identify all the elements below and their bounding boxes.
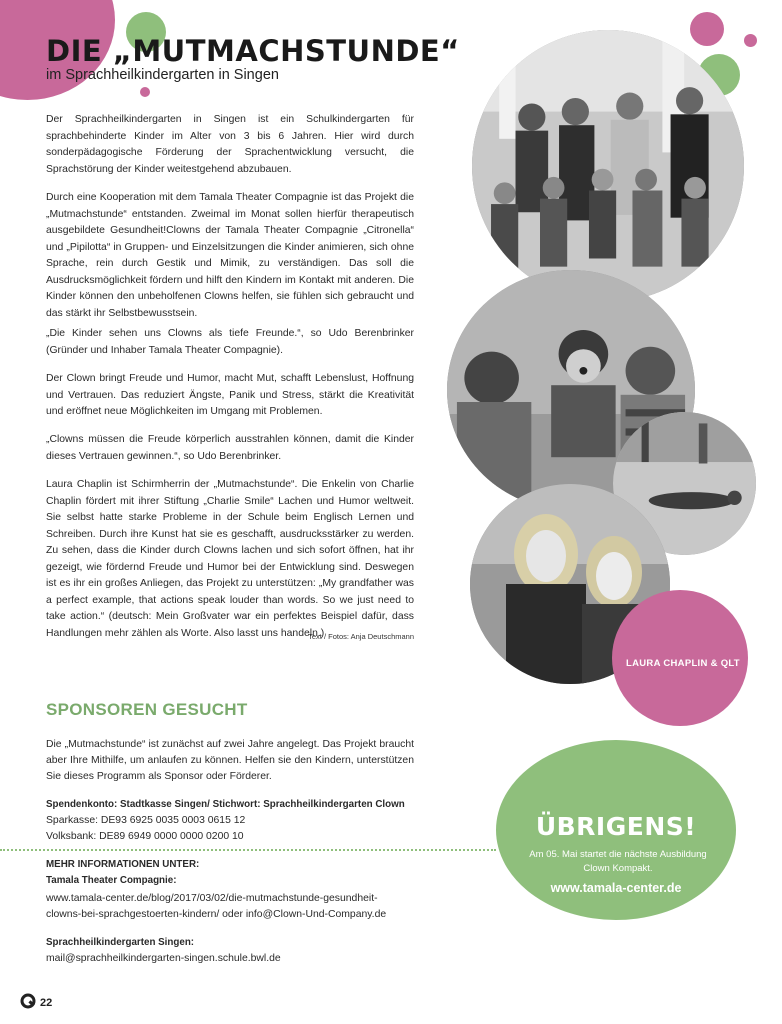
q-logo-icon: [20, 993, 36, 1009]
dotted-divider: [0, 849, 496, 851]
deco-pink-circle-top-right: [690, 12, 724, 46]
tamala-link-line-2[interactable]: clowns-bei-sprachgestoerten-kindern/ oder info@Clown-Und-Company.de: [46, 909, 387, 920]
deco-pink-dot-small: [140, 87, 150, 97]
article-paragraph-4: Der Clown bringt Freude und Humor, macht Mut, schafft Lebenslust, Hoffnung und Vertrauen. Das reduziert Ängste, Panik und Stress, stärkt die Kreativität und eröffnet neue Möglichkeiten im Umgang mit Problemen.: [46, 373, 414, 417]
deco-pink-dot-right: [744, 34, 757, 47]
kindergarten-email[interactable]: mail@sprachheilkindergarten-singen.schule.bwl.de: [46, 953, 281, 964]
article-paragraph-2: Durch eine Kooperation mit dem Tamala Theater Compagnie ist das Projekt die „Mutmachstunde“ entstanden. Zweimal im Monat sollen hierfür therapeutisch ausgebildete Gesundheit!Clowns der Tamala Theater Compagnie „Citronella“ und „Pipilotta“ in Gruppen- und Einzelsitzungen die Kinder animieren, sich ohne Sprache, rein durch Gestik und Mimik, zu verständigen. Das soll die Ausdrucksmöglichkeit fördern und hilft den Kindern im Kontakt mit anderen. Die Kinder können den unbeholfenen Clowns helfen, sie fühlen sich gebraucht und das stärkt ihr Selbstbewusstsein.: [46, 192, 414, 319]
page-number: 22: [40, 997, 53, 1009]
kindergarten-label: Sprachheilkindergarten Singen:: [46, 937, 195, 948]
sponsors-heading: SPONSOREN GESUCHT: [46, 700, 248, 719]
more-info-heading: MEHR INFORMATIONEN UNTER:: [46, 859, 200, 870]
donation-account-label: Spendenkonto: Stadtkasse Singen/ Stichwort: Sprachheilkindergarten Clown: [46, 799, 405, 810]
article-paragraph-5: „Clowns müssen die Freude körperlich ausstrahlen können, damit die Kinder dieses Vertrauen gewinnen.“, so Udo Berenbrinker.: [46, 434, 414, 462]
ubrigens-text-line-1: Am 05. Mai startet die nächste Ausbildung: [529, 849, 707, 860]
article-paragraph-3: „Die Kinder sehen uns Clowns als tiefe Freunde.“, so Udo Berenbrinker (Gründer und Inhaber Tamala Theater Compagnie).: [46, 328, 414, 356]
ubrigens-url[interactable]: www.tamala-center.de: [550, 881, 682, 895]
tamala-label: Tamala Theater Compagnie:: [46, 875, 177, 886]
photo-caption: LAURA CHAPLIN & QLT: [626, 658, 740, 669]
article-paragraph-1: Der Sprachheilkindergarten in Singen ist ein Schulkindergarten für sprachbehinderte Kinder im Alter von 3 bis 6 Jahren. Hier wird durch sonderpädagogische Förderung der Sprachentwicklung versucht, die Sprachstörung der Kinder weitestgehend abzubauen.: [46, 114, 414, 175]
tamala-link-line-1[interactable]: www.tamala-center.de/blog/2017/03/02/die-mutmachstunde-gesundheit-: [46, 893, 378, 904]
page-subtitle: im Sprachheilkindergarten in Singen: [46, 67, 279, 83]
ubrigens-title: ÜBRIGENS!: [535, 812, 697, 841]
ubrigens-text-line-2: Clown Kompakt.: [583, 863, 653, 874]
sparkasse-iban: Sparkasse: DE93 6925 0035 0003 0615 12: [46, 815, 246, 826]
photo-credit: Text / Fotos: Anja Deutschmann: [308, 632, 414, 641]
article-paragraph-6: Laura Chaplin ist Schirmherrin der „Mutmachstunde“. Die Enkelin von Charlie Chaplin fördert mit ihrer Stiftung „Charlie Smile“ Lachen und Humor weltweit. Sie selbst hatte starke Probleme in der Schule beim Englisch Lernen und Schreiben. Durch ihre Kunst hat sie es geschafft, ausdrucksstärker zu werden. Zu sehen, dass die Kinder durch Clowns lachen und sich sofort öffnen, hat ihr gezeigt, wie fördernd Freude und Humor bei der Entwicklung sind. Deswegen ist es ihr ein großes Anliegen, das Projekt zu unterstützen: „My grandfather was a perfect example, that actions speak louder than words. So we just need to take action.“ (deutsch: Mein Großvater war ein perfektes Beispiel dafür, dass Handlungen mehr zählen als Worte. Also lasst uns handeln.): [46, 479, 414, 639]
volksbank-iban: Volksbank: DE89 6949 0000 0000 0200 10: [46, 831, 244, 842]
page-title: DIE „MUTMACHSTUNDE“: [46, 34, 460, 68]
photo-group-clowns-children: [472, 30, 744, 302]
ubrigens-text: [500, 848, 736, 876]
sponsors-text: Die „Mutmachstunde“ ist zunächst auf zwei Jahre angelegt. Das Projekt braucht aber Ihre Mithilfe, um anlaufen zu können. Helfen sie den Kindern, unterstützen Sie dieses Programm als Sponsor oder Förderer.: [46, 739, 414, 782]
